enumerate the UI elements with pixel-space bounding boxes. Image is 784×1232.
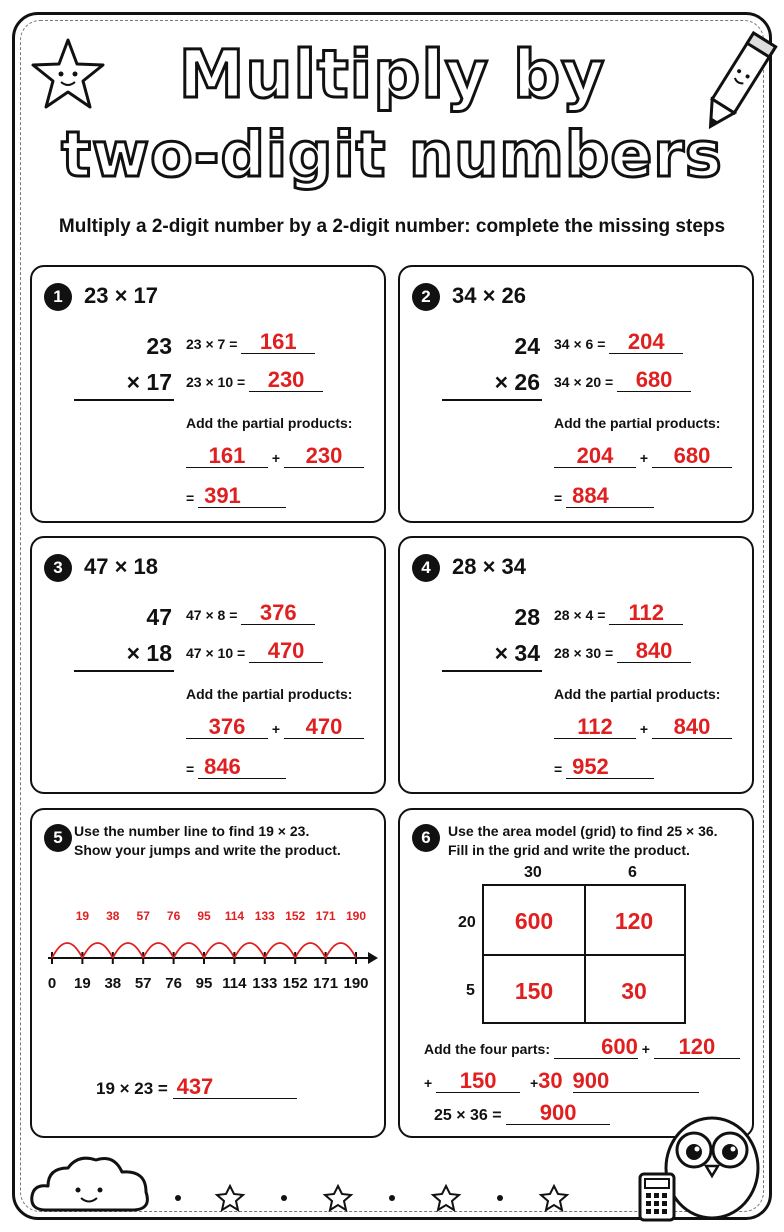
vertical-divider-line: [74, 670, 174, 672]
owl-icon: [636, 1100, 766, 1224]
add-partials-label: Add the partial products:: [554, 415, 721, 431]
grid-cell[interactable]: 30: [621, 978, 647, 1004]
number-line-tick-label: 114: [222, 975, 247, 992]
cloud-icon: [26, 1148, 156, 1220]
partial-answer-blank[interactable]: 161: [241, 331, 315, 354]
final-answer-blank[interactable]: 900: [506, 1102, 610, 1125]
problem-number: 4: [412, 554, 440, 582]
partial-answer-blank[interactable]: 680: [617, 369, 691, 392]
partial-answer-blank[interactable]: 470: [249, 640, 323, 663]
partial-answer-blank[interactable]: 376: [241, 602, 315, 625]
jump-label: 171: [315, 909, 336, 923]
number-line: [32, 906, 384, 1006]
problem-card-1: [30, 265, 386, 523]
partial-step-label: 47 × 8 =: [186, 607, 238, 623]
partial-answer-blank[interactable]: 204: [609, 331, 683, 354]
problem-6-instruction-2: Fill in the grid and write the product.: [448, 842, 690, 858]
problem-prompt: 28 × 34: [452, 554, 527, 579]
jump-arc: [234, 943, 264, 958]
jump-arc: [174, 943, 204, 958]
number-line-tick-label: 0: [47, 975, 57, 992]
part-value: 30: [538, 1068, 563, 1093]
jump-label: 190: [345, 909, 367, 923]
number-line-arrow: [368, 952, 378, 964]
multiplicand: 47: [146, 604, 172, 630]
multiplier: × 26: [494, 369, 540, 395]
partial-answer-blank[interactable]: 112: [609, 602, 683, 625]
problem-card-3: [30, 536, 386, 794]
plus-sign: +: [639, 721, 649, 737]
sum-blank[interactable]: 840: [652, 716, 732, 739]
number-line-tick-label: 38: [104, 975, 122, 992]
vertical-divider-line: [442, 399, 542, 401]
partial-step-label: 28 × 30 =: [554, 645, 614, 661]
multiplier: × 18: [126, 640, 172, 666]
total-answer-blank[interactable]: 952: [566, 756, 654, 779]
answer-label: 19 × 23 =: [96, 1079, 168, 1098]
plus-sign: +: [424, 1075, 433, 1091]
equals-sign: =: [186, 490, 195, 506]
number-line-tick-label: 76: [165, 975, 182, 992]
multiplicand: 28: [514, 604, 540, 630]
problem-card-6: [398, 808, 754, 1138]
partial-step-label: 23 × 10 =: [186, 374, 246, 390]
jump-arc: [265, 943, 295, 958]
problem-6-instruction-1: Use the area model (grid) to find 25 × 36.: [448, 823, 718, 839]
part-blank[interactable]: 600: [554, 1036, 638, 1059]
jump-arc: [143, 943, 173, 958]
jump-arc: [204, 943, 234, 958]
problem-prompt: 23 × 17: [84, 283, 159, 308]
jump-label: 19: [75, 909, 90, 923]
jump-label: 133: [254, 909, 275, 923]
number-line-tick-label: 95: [195, 975, 213, 992]
sum-blank[interactable]: 204: [554, 445, 636, 468]
number-line-tick-label: 133: [252, 975, 278, 992]
number-line-tick-label: 57: [134, 975, 152, 992]
problem-card-5: [30, 808, 386, 1138]
problem-5-instruction-2: Show your jumps and write the product.: [74, 842, 341, 858]
problem-number: 6: [412, 824, 440, 852]
number-line-tick-label: 190: [343, 975, 369, 992]
jump-arc: [113, 943, 143, 958]
partial-step-label: 23 × 7 =: [186, 336, 238, 352]
jump-label: 95: [197, 909, 211, 923]
problem-number: 3: [44, 554, 72, 582]
total-answer-blank[interactable]: 884: [566, 485, 654, 508]
worksheet-title-line1: Multiply by: [178, 36, 606, 113]
sum-blank[interactable]: 161: [186, 445, 268, 468]
worksheet-title-line2: two-digit numbers: [61, 118, 723, 191]
grid-row-label: 20: [458, 914, 476, 931]
partial-step-label: 47 × 10 =: [186, 645, 246, 661]
sum-blank[interactable]: 112: [554, 716, 636, 739]
jump-label: 114: [224, 909, 245, 923]
grid-row-label: 5: [466, 982, 475, 999]
answer-blank[interactable]: 437: [173, 1076, 297, 1099]
problem-card-2: [398, 265, 754, 523]
bottom-stars-decoration: [170, 1180, 600, 1214]
grid-col-label: 30: [524, 864, 542, 881]
add-partials-label: Add the partial products:: [186, 415, 353, 431]
jump-arc: [326, 943, 356, 958]
area-model-grid: [482, 884, 686, 1024]
plus-sign: +: [639, 450, 649, 466]
number-line-tick-label: 19: [74, 975, 91, 992]
number-line-tick-label: 171: [313, 975, 339, 992]
partial-step-label: 34 × 20 =: [554, 374, 614, 390]
multiplier: × 17: [126, 369, 172, 395]
final-label: 25 × 36 =: [434, 1107, 502, 1124]
instructions: Multiply a 2-digit number by a 2-digit number: complete the missing steps: [58, 216, 726, 237]
problem-prompt: 34 × 26: [452, 283, 527, 308]
jump-label: 152: [285, 909, 306, 923]
part-blank[interactable]: 120: [654, 1036, 740, 1059]
vertical-divider-line: [442, 670, 542, 672]
jump-label: 38: [106, 909, 120, 923]
grid-col-label: 6: [628, 864, 637, 881]
vertical-divider-line: [74, 399, 174, 401]
add-partials-label: Add the partial products:: [554, 686, 721, 702]
number-line-tick-label: 152: [282, 975, 308, 992]
equals-sign: =: [186, 761, 195, 777]
partial-step-label: 34 × 6 =: [554, 336, 606, 352]
plus-sign: +: [271, 450, 281, 466]
jump-label: 57: [136, 909, 150, 923]
jump-arc: [52, 943, 82, 958]
part-result-blank[interactable]: 900: [573, 1070, 699, 1093]
partial-step-label: 28 × 4 =: [554, 607, 606, 623]
sum-blank[interactable]: 470: [284, 716, 364, 739]
problem-number: 5: [44, 824, 72, 852]
part-blank[interactable]: 150: [436, 1070, 520, 1093]
problem-number: 2: [412, 283, 440, 311]
grid-cell[interactable]: 600: [514, 908, 554, 934]
jump-label: 76: [166, 909, 181, 923]
partial-answer-blank[interactable]: 840: [617, 640, 691, 663]
sum-blank[interactable]: 376: [186, 716, 268, 739]
partial-answer-blank[interactable]: 230: [249, 369, 323, 392]
problem-number: 1: [44, 283, 72, 311]
sum-blank[interactable]: 230: [284, 445, 364, 468]
multiplicand: 24: [514, 333, 540, 359]
problem-5-instruction-1: Use the number line to find 19 × 23.: [74, 823, 310, 839]
multiplier: × 34: [494, 640, 540, 666]
add-parts-label: Add the four parts:: [424, 1041, 550, 1057]
problem-prompt: 47 × 18: [84, 554, 159, 579]
add-partials-label: Add the partial products:: [186, 686, 353, 702]
multiplicand: 23: [146, 333, 172, 359]
plus-sign: +: [529, 1075, 539, 1091]
plus-sign: +: [641, 1041, 650, 1057]
equals-sign: =: [554, 490, 563, 506]
problem-card-4: [398, 536, 754, 794]
equals-sign: =: [554, 761, 563, 777]
jump-arc: [82, 943, 112, 958]
plus-sign: +: [271, 721, 281, 737]
total-answer-blank[interactable]: 846: [198, 756, 286, 779]
grid-cell[interactable]: 120: [614, 908, 654, 934]
jump-arc: [295, 943, 325, 958]
sum-blank[interactable]: 680: [652, 445, 732, 468]
total-answer-blank[interactable]: 391: [198, 485, 286, 508]
grid-cell[interactable]: 150: [514, 978, 554, 1004]
